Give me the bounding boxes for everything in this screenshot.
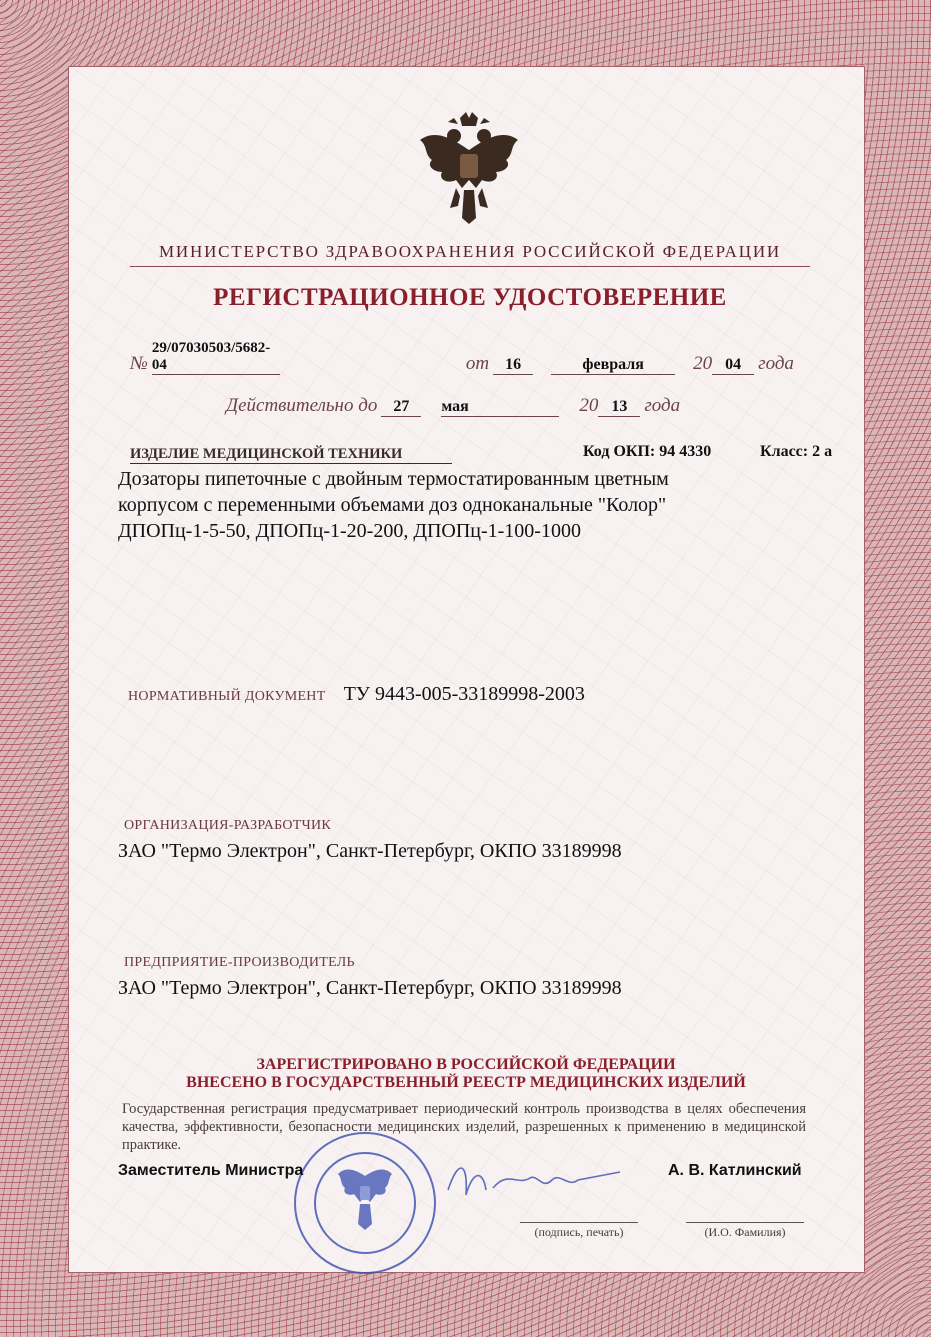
registered-line-1: ЗАРЕГИСТРИРОВАНО В РОССИЙСКОЙ ФЕДЕРАЦИИ	[256, 1056, 676, 1073]
validity-line	[226, 395, 746, 425]
registration-month: февраля	[551, 356, 675, 375]
okp-code: Код ОКП: 94 4330	[583, 443, 712, 460]
developer-label: ОРГАНИЗАЦИЯ-РАЗРАБОТЧИК	[124, 818, 332, 833]
normative-row	[128, 683, 828, 711]
signer-name: А. В. Катлинский	[668, 1162, 802, 1179]
registration-year-label: года	[758, 353, 794, 374]
double-headed-eagle-emblem	[414, 110, 524, 228]
manufacturer-value: ЗАО "Термо Электрон", Санкт-Петербург, ОКПО 33189998	[118, 977, 622, 999]
validity-label: Действительно до	[226, 395, 378, 416]
registration-number: 29/07030503/5682-04	[152, 340, 280, 375]
number-sign: №	[130, 353, 148, 374]
product-description	[118, 466, 818, 544]
registered-line-2: ВНЕСЕНО В ГОСУДАРСТВЕННЫЙ РЕЕСТР МЕДИЦИНСКИХ ИЗДЕЛИЙ	[186, 1074, 746, 1091]
signature-caption: (подпись, печать)	[520, 1222, 638, 1240]
validity-century: 20	[579, 395, 599, 416]
official-stamp	[290, 1128, 440, 1278]
signature	[438, 1150, 628, 1210]
registration-day: 16	[493, 356, 533, 375]
from-label: от	[465, 353, 490, 374]
validity-year-label: года	[644, 395, 681, 416]
normative-value: ТУ 9443-005-33189998-2003	[343, 683, 585, 705]
registration-century: 20	[693, 353, 713, 374]
product-line-2: корпусом с переменными объемами доз одноканальные "Колор"	[118, 494, 667, 516]
product-section-label: ИЗДЕЛИЕ МЕДИЦИНСКОЙ ТЕХНИКИ	[130, 446, 452, 464]
ministry-heading: МИНИСТЕРСТВО ЗДРАВООХРАНЕНИЯ РОССИЙСКОЙ ФЕДЕРАЦИИ	[130, 242, 810, 267]
product-line-3: ДПОПц-1-5-50, ДПОПц-1-20-200, ДПОПц-1-100-1000	[118, 520, 581, 542]
validity-year: 13	[598, 398, 640, 417]
normative-label: НОРМАТИВНЫЙ ДОКУМЕНТ	[128, 689, 326, 704]
product-line-1: Дозаторы пипеточные с двойным термостатированным цветным	[118, 468, 669, 490]
validity-day: 27	[381, 398, 421, 417]
signer-title: Заместитель Министра	[118, 1162, 304, 1179]
validity-month: мая	[441, 398, 559, 417]
document-title: РЕГИСТРАЦИОННОЕ УДОСТОВЕРЕНИЕ	[213, 284, 727, 311]
manufacturer-label: ПРЕДПРИЯТИЕ-ПРОИЗВОДИТЕЛЬ	[124, 955, 355, 970]
name-caption: (И.О. Фамилия)	[686, 1222, 804, 1240]
product-class: Класс: 2 а	[760, 443, 833, 460]
registration-note: Государственная регистрация предусматривает периодический контроль производства в целях обеспечения качества, эффективности, безопасности медицинских изделий, разрешенных к применению в медицинской практике.	[122, 1101, 806, 1153]
registration-year: 04	[712, 356, 754, 375]
registration-line	[130, 340, 820, 374]
developer-value: ЗАО "Термо Электрон", Санкт-Петербург, ОКПО 33189998	[118, 840, 622, 862]
